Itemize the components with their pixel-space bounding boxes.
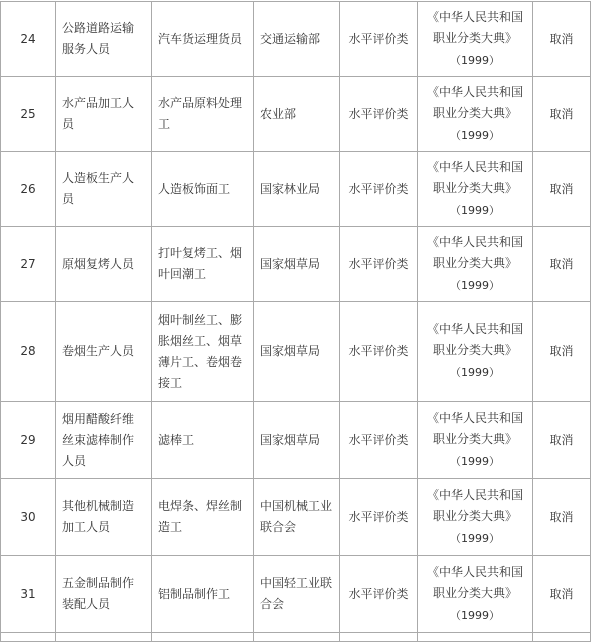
occupation-name [56,556,152,633]
job-title-text: 滤棒工 [158,432,195,447]
basis-line-2: 职业分类大典》 [432,343,517,357]
job-title-text: 铝制品制作工 [158,586,231,601]
job-title-text: 汽车货运理货员 [158,31,243,46]
basis-line-1: 《中华人民共和国 [426,564,523,579]
empty-cell [340,633,418,642]
basis-year: （1999） [450,366,500,379]
row-number: 26 [1,152,56,227]
action-cancel: 取消 [533,402,591,479]
basis-line-2: 职业分类大典》 [432,585,517,600]
table-row [1,227,591,302]
occupation-name-text: 烟用醋酸纤维丝束滤棒制作人员 [62,411,135,468]
department [254,152,340,227]
table-row [1,77,591,152]
occupation-name [56,302,152,402]
basis [418,302,533,402]
department-text: 交通运输部 [260,31,321,46]
empty-cell [254,633,340,642]
basis-year: （1999） [450,128,500,142]
basis [418,77,533,152]
occupation-cancellation-table [0,1,591,642]
occupation-name-text: 原烟复烤人员 [62,256,135,271]
action-cancel: 取消 [533,2,591,77]
basis [418,402,533,479]
table-row [1,2,591,77]
basis-line-2: 职业分类大典》 [432,508,517,523]
basis-line-1: 《中华人民共和国 [426,322,523,336]
row-number: 30 [1,479,56,556]
basis-line-1: 《中华人民共和国 [426,9,523,24]
department [254,227,340,302]
job-title [152,479,254,556]
row-number: 28 [1,302,56,402]
action-cancel: 取消 [533,302,591,402]
evaluation-type: 水平评价类 [340,2,418,77]
empty-cell [418,633,533,642]
evaluation-type: 水平评价类 [340,556,418,633]
evaluation-type: 水平评价类 [340,227,418,302]
action-cancel: 取消 [533,227,591,302]
job-title [152,152,254,227]
basis-line-2: 职业分类大典》 [432,180,517,195]
basis-line-2: 职业分类大典》 [432,30,517,45]
job-title [152,77,254,152]
action-cancel: 取消 [533,556,591,633]
basis-year: （1999） [450,53,500,67]
table-row-partial [1,633,591,642]
basis [418,479,533,556]
department-text: 农业部 [260,106,297,121]
department [254,302,340,402]
basis-line-2: 职业分类大典》 [432,431,517,446]
job-title [152,227,254,302]
evaluation-type: 水平评价类 [340,402,418,479]
empty-cell [56,633,152,642]
empty-cell [1,633,56,642]
job-title [152,302,254,402]
job-title-text: 电焊条、焊丝制造工 [158,499,243,534]
basis [418,2,533,77]
occupation-name [56,479,152,556]
basis-line-1: 《中华人民共和国 [426,410,523,425]
basis [418,152,533,227]
department-text: 中国轻工业联合会 [260,576,333,611]
occupation-name-text: 公路道路运输服务人员 [62,21,135,56]
occupation-name [56,227,152,302]
occupation-name [56,402,152,479]
row-number: 31 [1,556,56,633]
basis-year: （1999） [450,531,500,545]
evaluation-type: 水平评价类 [340,479,418,556]
empty-cell [152,633,254,642]
basis-line-1: 《中华人民共和国 [426,234,523,249]
job-title-text: 烟叶制丝工、膨胀烟丝工、烟草薄片工、卷烟卷接工 [158,312,243,390]
department-text: 国家林业局 [260,181,321,196]
occupation-name [56,152,152,227]
basis-line-2: 职业分类大典》 [432,255,517,270]
department-text: 国家烟草局 [260,344,321,358]
basis-year: （1999） [450,608,500,622]
department [254,402,340,479]
basis-line-2: 职业分类大典》 [432,105,517,120]
department [254,2,340,77]
evaluation-type: 水平评价类 [340,152,418,227]
department-text: 国家烟草局 [260,256,321,271]
action-cancel: 取消 [533,77,591,152]
department-text: 中国机械工业联合会 [260,499,333,534]
basis [418,556,533,633]
basis-year: （1999） [450,454,500,468]
occupation-name-text: 其他机械制造加工人员 [62,499,135,534]
occupation-name-text: 水产品加工人员 [62,96,135,131]
basis [418,227,533,302]
action-cancel: 取消 [533,152,591,227]
row-number: 27 [1,227,56,302]
occupation-name-text: 卷烟生产人员 [62,344,135,358]
row-number: 24 [1,2,56,77]
occupation-name [56,2,152,77]
department-text: 国家烟草局 [260,432,321,447]
evaluation-type: 水平评价类 [340,77,418,152]
job-title-text: 人造板饰面工 [158,181,231,196]
row-number: 25 [1,77,56,152]
occupation-name [56,77,152,152]
table-row [1,479,591,556]
table-row [1,556,591,633]
evaluation-type: 水平评价类 [340,302,418,402]
table-row [1,302,591,402]
row-number: 29 [1,402,56,479]
basis-line-1: 《中华人民共和国 [426,84,523,99]
table-row [1,402,591,479]
job-title [152,2,254,77]
occupation-name-text: 人造板生产人员 [62,171,135,206]
empty-cell [533,633,591,642]
job-title [152,402,254,479]
department [254,479,340,556]
action-cancel: 取消 [533,479,591,556]
basis-year: （1999） [450,203,500,217]
table-row [1,152,591,227]
occupation-name-text: 五金制品制作装配人员 [62,576,135,611]
basis-line-1: 《中华人民共和国 [426,487,523,502]
job-title-text: 水产品原料处理工 [158,96,243,131]
basis-line-1: 《中华人民共和国 [426,159,523,174]
department [254,77,340,152]
job-title [152,556,254,633]
department [254,556,340,633]
basis-year: （1999） [450,278,500,292]
job-title-text: 打叶复烤工、烟叶回潮工 [158,246,243,281]
